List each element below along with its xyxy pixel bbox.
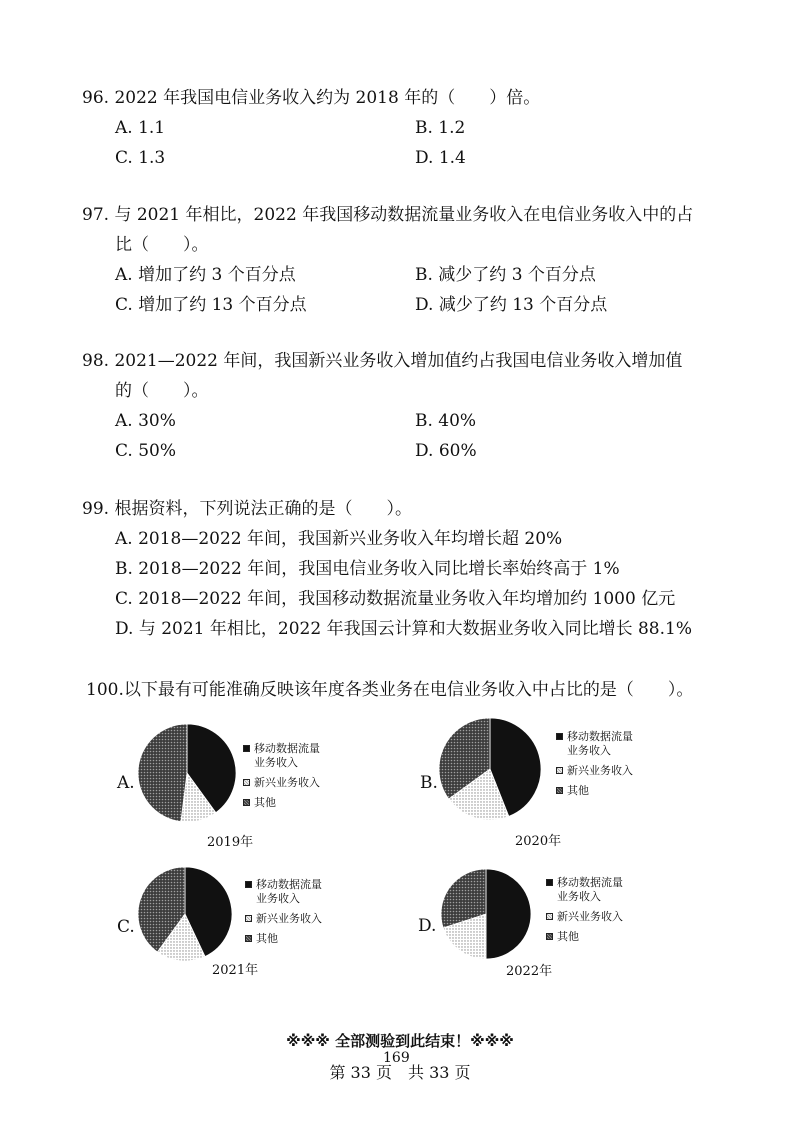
legend-label-line2: 业务收入: [254, 756, 298, 769]
option-c: C. 2018—2022 年间，我国移动数据流量业务收入年均增加约 1000 亿元: [115, 589, 676, 609]
pie-letter: B.: [420, 773, 438, 793]
legend-item-mobile: [546, 876, 623, 904]
question-100: [86, 675, 746, 705]
question-number: 100.: [86, 680, 124, 700]
options: [82, 524, 742, 644]
option-c: C. 1.3: [115, 148, 166, 168]
sheet-number: 169: [383, 1050, 410, 1066]
legend-swatch: [556, 767, 563, 774]
option-a: A. 增加了约 3 个百分点: [115, 265, 296, 285]
legend-swatch: [245, 935, 252, 942]
question-text: 根据资料，下列说法正确的是（ ）。: [114, 499, 412, 519]
question-stem: [82, 200, 742, 230]
options: [82, 260, 742, 320]
legend-label-line1: 移动数据流量: [567, 730, 633, 743]
option-b: B. 2018—2022 年间，我国电信业务收入同比增长率始终高于 1%: [115, 559, 620, 579]
pie-slice-mobile-data: [486, 869, 531, 959]
option-b: B. 40%: [415, 411, 477, 431]
option-d: D. 与 2021 年相比，2022 年我国云计算和大数据业务收入同比增长 88.1%: [115, 619, 692, 639]
legend-label-line2: 业务收入: [256, 892, 300, 905]
pie-chart-b: [418, 713, 718, 849]
question-number: 99.: [82, 499, 110, 519]
legend-label: 新兴业务收入: [557, 910, 623, 923]
question-text: 2022 年我国电信业务收入约为 2018 年的（ ）倍。: [114, 88, 541, 108]
option-b: B. 减少了约 3 个百分点: [415, 265, 596, 285]
question-98: [82, 346, 742, 466]
legend-swatch: [546, 879, 553, 886]
legend-label-line2: 业务收入: [567, 744, 611, 757]
legend-label: 其他: [567, 784, 589, 797]
pie-year-label: 2021年: [212, 963, 259, 978]
question-number: 97.: [82, 205, 110, 225]
legend-label: 其他: [557, 930, 579, 943]
legend-label-line2: 业务收入: [557, 890, 601, 903]
legend-swatch: [243, 779, 250, 786]
pie-year-label: 2022年: [506, 964, 553, 979]
question-stem: [82, 83, 742, 113]
legend-label: 新兴业务收入: [567, 764, 633, 777]
question-stem-continued: 比（ ）。: [115, 235, 209, 255]
legend-item-mobile: [556, 730, 633, 758]
legend-item-emerging: [243, 776, 320, 790]
legend-label: 新兴业务收入: [254, 776, 320, 789]
legend-item-other: [243, 796, 320, 810]
question-stem: [86, 675, 746, 705]
legend-label: 其他: [254, 796, 276, 809]
legend-swatch: [556, 733, 563, 740]
legend-swatch: [556, 787, 563, 794]
legend-swatch: [245, 915, 252, 922]
legend-item-mobile: [245, 878, 322, 906]
legend-item-emerging: [245, 912, 322, 926]
option-d: D. 1.4: [415, 148, 466, 168]
pie-year-label: 2019年: [207, 835, 254, 850]
pie-legend: [243, 742, 320, 816]
pie-letter: D.: [418, 916, 437, 936]
question-stem: [82, 346, 742, 376]
question-97: [82, 200, 742, 320]
question-stem: [82, 494, 742, 524]
legend-swatch: [245, 881, 252, 888]
legend-swatch: [243, 745, 250, 752]
legend-label: 新兴业务收入: [256, 912, 322, 925]
question-text: 与 2021 年相比，2022 年我国移动数据流量业务收入在电信业务收入中的占: [114, 205, 694, 225]
legend-swatch: [546, 913, 553, 920]
legend-item-emerging: [556, 764, 633, 778]
legend-item-other: [556, 784, 633, 798]
legend-item-emerging: [546, 910, 623, 924]
option-b: B. 1.2: [415, 118, 466, 138]
legend-item-other: [546, 930, 623, 944]
end-of-test-banner: ※※※ 全部测验到此结束！※※※: [286, 1032, 514, 1050]
pie-year-label: 2020年: [515, 834, 562, 849]
option-a: A. 2018—2022 年间，我国新兴业务收入年均增长超 20%: [115, 529, 563, 549]
option-d: D. 60%: [415, 441, 477, 461]
question-text: 以下最有可能准确反映该年度各类业务在电信业务收入中占比的是（ ）。: [123, 680, 694, 700]
options: [82, 113, 742, 173]
pie-legend: [245, 878, 322, 952]
option-c: C. 50%: [115, 441, 176, 461]
question-text: 2021—2022 年间，我国新兴业务收入增加值约占我国电信业务收入增加值: [114, 351, 683, 371]
legend-label: 其他: [256, 932, 278, 945]
legend-item-other: [245, 932, 322, 946]
pie-letter: C.: [117, 917, 135, 937]
legend-item-mobile: [243, 742, 320, 770]
pie-chart-d: [418, 866, 718, 996]
option-a: A. 1.1: [115, 118, 166, 138]
option-a: A. 30%: [115, 411, 176, 431]
pie-svg: [137, 866, 233, 962]
pie-svg: [137, 723, 237, 823]
pie-svg: [440, 868, 532, 960]
pie-letter: A.: [117, 773, 135, 793]
question-96: [82, 83, 742, 173]
pie-slice-other: [138, 724, 187, 822]
question-stem-continued: 的（ ）。: [115, 381, 209, 401]
question-number: 96.: [82, 88, 110, 108]
options: [82, 406, 742, 466]
pie-svg: [438, 717, 542, 821]
option-d: D. 减少了约 13 个百分点: [415, 295, 608, 315]
pie-chart-c: [117, 862, 417, 992]
legend-label-line1: 移动数据流量: [254, 742, 320, 755]
question-99: [82, 494, 742, 644]
pie-legend: [556, 730, 633, 804]
legend-swatch: [243, 799, 250, 806]
pie-legend: [546, 876, 623, 950]
page-footer: 第 33 页 共 33 页: [329, 1063, 471, 1082]
pie-chart-a: [115, 718, 415, 848]
option-c: C. 增加了约 13 个百分点: [115, 295, 307, 315]
question-number: 98.: [82, 351, 110, 371]
legend-label-line1: 移动数据流量: [256, 878, 322, 891]
legend-swatch: [546, 933, 553, 940]
legend-label-line1: 移动数据流量: [557, 876, 623, 889]
